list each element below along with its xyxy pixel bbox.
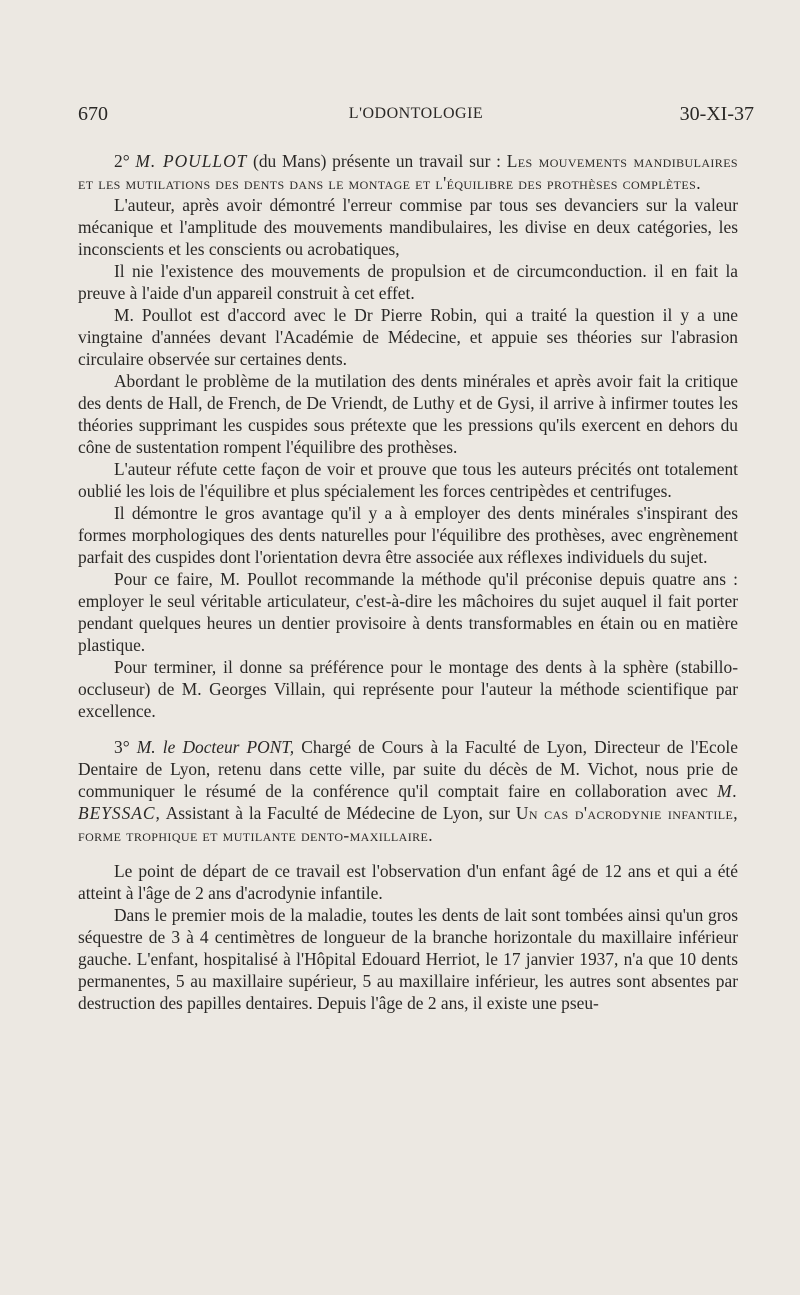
section-heading	[78, 736, 738, 846]
section-title: Les mouvements mandibulaires et les mutilations des dents dans le montage et l'équilibre des prothèses complètes.	[78, 151, 738, 193]
section-intro: Chargé de Cours à la Faculté de Lyon, Directeur de l'Ecole Dentaire de Lyon, retenu dans cette ville, par suite du décès de M. Vichot, nous prie de communiquer le résumé de la conférence qu'il comptait faire en collaboration avec	[78, 737, 738, 801]
paragraph: Dans le premier mois de la maladie, toutes les dents de lait sont tombées ainsi qu'un gros séquestre de 3 à 4 centimètres de longueur de la branche horizontale du maxillaire inférieur gauche. L'enfant, hospitalisé à l'Hôpital Edouard Herriot, le 17 janvier 1937, n'a que 10 dents permanentes, 5 au maxillaire supérieur, 5 au maxillaire inférieur, les autres sont absentes par destruction des papilles dentaires. Depuis l'âge de 2 ans, il existe une pseu-	[78, 905, 738, 1013]
running-header	[78, 103, 754, 131]
section-author: M. le Docteur PONT,	[136, 737, 295, 757]
section-number: 3°	[114, 737, 130, 757]
paragraph: Pour terminer, il donne sa préférence pour le montage des dents à la sphère (stabillo-occluseur) de M. Georges Villain, qui représente pour l'auteur la méthode scientifique par excellence.	[78, 657, 738, 721]
section-intro-continued: Assistant à la Faculté de Médecine de Lyon, sur	[165, 803, 511, 823]
paragraph: L'auteur réfute cette façon de voir et prouve que tous les auteurs précités ont totalement oublié les lois de l'équilibre et plus spécialement les forces centripèdes et centrifuges.	[78, 459, 738, 501]
section-number: 2°	[114, 151, 130, 171]
paragraph: Il nie l'existence des mouvements de propulsion et de circumconduction. il en fait la preuve à l'aide d'un appareil construit à cet effet.	[78, 261, 738, 303]
paragraph: Il démontre le gros avantage qu'il y a à employer des dents minérales s'inspirant des formes morphologiques des dents naturelles pour l'équilibre des prothèses, avec engrènement parfait des cuspides dont l'orientation devra être associée aux réflexes individuels du sujet.	[78, 503, 738, 567]
paragraph: Pour ce faire, M. Poullot recommande la méthode qu'il préconise depuis quatre ans : employer le seul véritable articulateur, c'est-à-dire les mâchoires du sujet auquel il fait porter pendant quelques heures un dentier provisoire à dents transformables en étain ou en matière plastique.	[78, 569, 738, 655]
section-heading	[78, 150, 738, 194]
journal-title: L'ODONTOLOGIE	[348, 105, 484, 122]
paragraph: Le point de départ de ce travail est l'observation d'un enfant âgé de 12 ans et qui a été atteint à l'âge de 2 ans d'acrodynie infantile.	[78, 861, 738, 903]
issue-date: 30-XI-37	[679, 103, 754, 125]
paragraph: L'auteur, après avoir démontré l'erreur commise par tous ses devanciers sur la valeur mécanique et l'amplitude des mouvements mandibulaires, les divise en deux catégories, les inconscients et les conscients ou acrobatiques,	[78, 195, 738, 259]
page-number: 670	[78, 103, 108, 125]
section-author: M. POULLOT	[135, 151, 248, 171]
section-intro: (du Mans) présente un travail sur :	[253, 151, 501, 171]
paragraph: Abordant le problème de la mutilation des dents minérales et après avoir fait la critique des dents de Hall, de French, de De Vriendt, de Luthy et de Gysi, il arrive à infirmer toutes les théories supprimant les cuspides sous prétexte que les pressions qu'ils exercent en dehors du cône de sustentation rompent l'équilibre des prothèses.	[78, 371, 738, 457]
section-coauthor: M. BEYSSAC,	[78, 781, 738, 823]
paragraph: M. Poullot est d'accord avec le Dr Pierre Robin, qui a traité la question il y a une vingtaine d'années devant l'Académie de Médecine, et appuie ses théories sur l'abrasion circulaire observée sur certaines dents.	[78, 305, 738, 369]
article-body	[78, 150, 738, 1014]
section-title: Un cas d'acrodynie infantile, forme trophique et mutilante dento-maxillaire.	[78, 803, 738, 845]
